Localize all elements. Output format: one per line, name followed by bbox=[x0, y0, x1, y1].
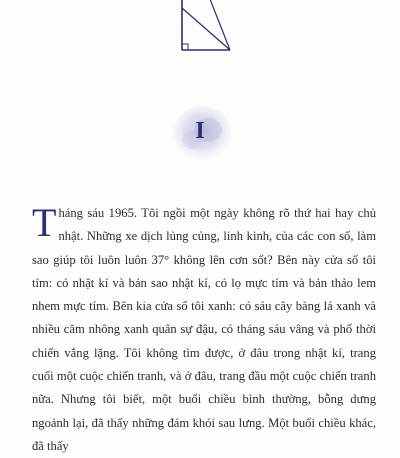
chapter-numeral: I bbox=[195, 118, 205, 144]
paragraph: háng sáu 1965. Tôi ngồi một ngày không rõ thứ hai hay chủ nhật. Những xe dịch lủng củng, linh kinh, của các con số, làm sao giúp tôi luôn luôn 37° không lên cơn sốt? Bên này cửa sổ tôi tím: có nhật kí và bản sao nhật kí, có lọ mực tím và bản thảo lem nhem mực tím. Bên kia cửa sổ tôi xanh: có sáu cây bàng lá xanh và nhiều căm nhông xanh quân sự đậu, có tháng sáu vâng và phố thời chiến vắng lặng. Tôi không tìm được, ở đâu trong nhật kí, trang cuối một cuộc chiến tranh, và ở đâu, trang đầu một cuộc chiến tranh nữa. Nhưng tôi biết, một buổi chiều bình thường, bỗng dưng ngoảnh lại, đã thấy những đám khói sau lưng. Một buổi chiều khác, đã thấy bbox=[32, 206, 376, 453]
triangle-illustration bbox=[168, 0, 248, 54]
drop-cap: T bbox=[32, 200, 57, 245]
chapter-body-text bbox=[32, 202, 376, 458]
chapter-heading bbox=[162, 100, 238, 176]
